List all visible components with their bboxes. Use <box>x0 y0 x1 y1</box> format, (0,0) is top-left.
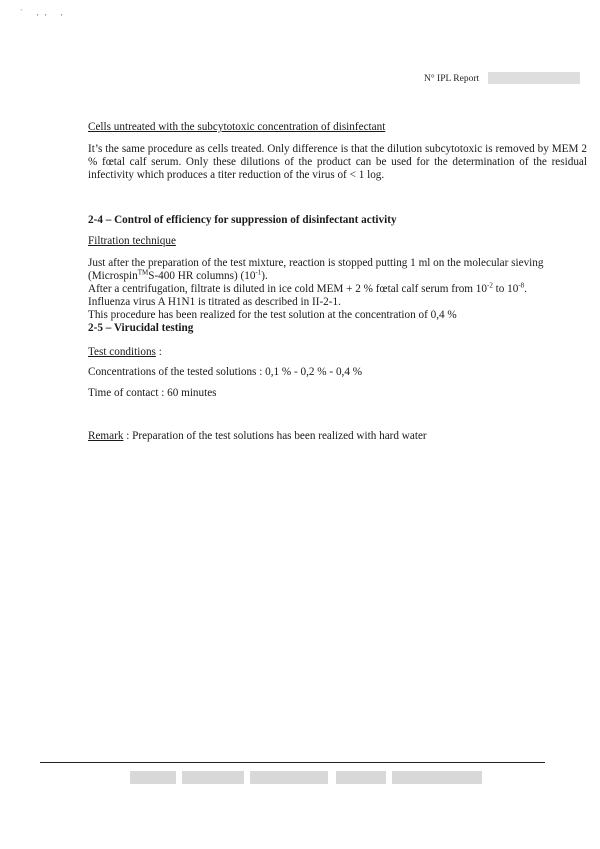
section-2-4-heading: 2-4 – Control of efficiency for suppression of disinfectant activity <box>88 214 397 226</box>
filtration-heading: Filtration technique <box>88 235 176 247</box>
remark-line <box>88 430 588 443</box>
filtration-line-1: Just after the preparation of the test mixture, reaction is stopped putting 1 ml on the molecular sieving <box>88 257 544 269</box>
remark-text: : Preparation of the test solutions has been realized with hard water <box>123 430 427 442</box>
redacted-footer-block-5 <box>392 771 482 784</box>
test-conditions-heading: Test conditions : <box>88 346 162 358</box>
redacted-footer-block-4 <box>336 771 386 784</box>
scan-specks: ` ,, , <box>20 8 69 17</box>
concentrations-line: Concentrations of the tested solutions : 0,1 % - 0,2 % - 0,4 % <box>88 366 363 378</box>
untreated-paragraph: It’s the same procedure as cells treated. Only difference is that the dilution subcytotoxic is removed by MEM 2 % fœtal calf serum. Only these dilutions of the product can be used for the determination of the residual infectivity which produces a titer reduction of the virus of < 1 log. <box>88 143 587 181</box>
filtration-line-3: After a centrifugation, filtrate is diluted in ice cold MEM + 2 % fœtal calf serum from $10^{-2}$ to $10^{-8}$. <box>88 281 527 295</box>
contact-time-line: Time of contact : 60 minutes <box>88 387 217 399</box>
footer-divider <box>40 762 545 763</box>
section-2-5-heading: 2-5 – Virucidal testing <box>88 322 194 334</box>
filtration-line-4: Influenza virus A H1N1 is titrated as described in II-2-1. <box>88 296 341 308</box>
filtration-line-2: (Microspin™S-400 HR columns) $(10^{-1})$. <box>88 268 268 282</box>
redacted-footer-block-2 <box>182 771 244 784</box>
report-number-label: N° IPL Report <box>424 74 480 84</box>
redacted-footer-block-1 <box>130 771 176 784</box>
redacted-report-number <box>488 72 580 84</box>
filtration-line-5: This procedure has been realized for the test solution at the concentration of 0,4 % <box>88 309 457 321</box>
redacted-footer-block-3 <box>250 771 328 784</box>
filtration-paragraph <box>88 257 593 335</box>
untreated-heading: Cells untreated with the subcytotoxic concentration of disinfectant <box>88 121 386 133</box>
remark-label: Remark <box>88 430 124 442</box>
